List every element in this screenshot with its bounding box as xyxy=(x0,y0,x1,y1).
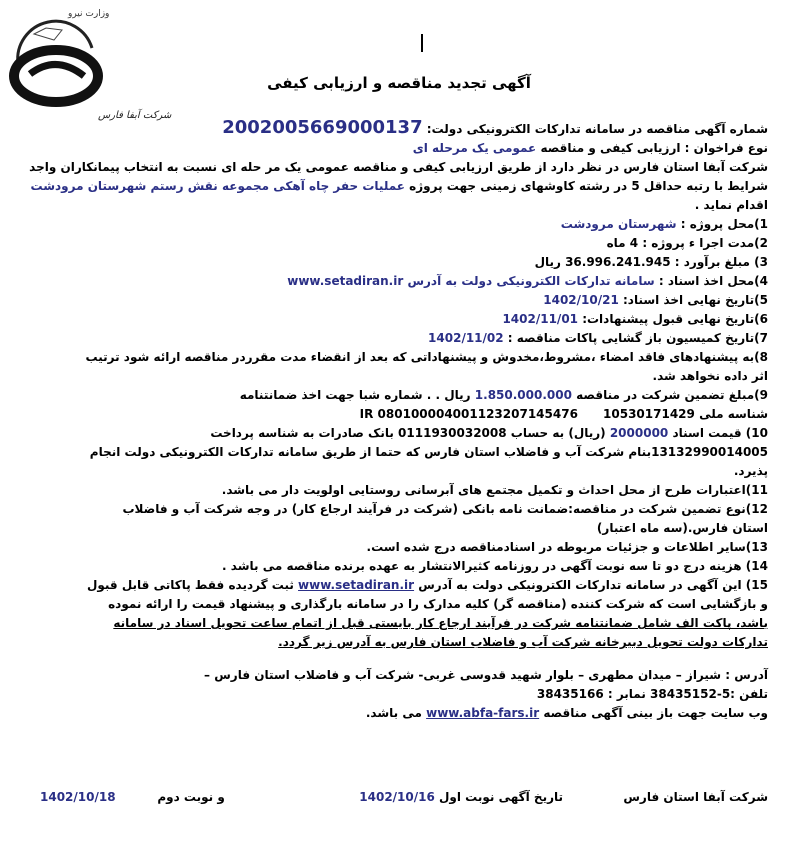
item-10-amount: 2000000 xyxy=(609,426,669,440)
second-notice-label: و نوبت دوم xyxy=(157,790,225,804)
item-15-line-3: باشد، پاکت الف شامل ضمانتنامه شرکت در فرآیند ارجاع کار بایستی قبل از اتمام ساعت تحویل اسناد در سامانه xyxy=(113,616,768,630)
item-7 xyxy=(26,329,768,348)
item-9-value: 1.850.000.000 xyxy=(474,388,572,402)
item-8-line-1: 8)به پیشنهادهای فاقد امضاء ،مشروط،مخدوش و پیشنهاداتی که بعد از انقضاء مدت مقرردر مناقصه ارائه شود ترتیب xyxy=(85,350,768,364)
item-4 xyxy=(26,272,768,291)
item-2: 2)مدت اجرا ء پروژه : 4 ماه xyxy=(606,236,768,250)
item-15-line-4: تدارکات دولت تحویل دبیرخانه شرکت آب و فاضلاب استان فارس به آدرس زیر گردد. xyxy=(278,635,768,649)
item-11: 11)اعتبارات طرح از محل احداث و تکمیل مجتمع های آبرسانی روستایی اولویت دار می باشد. xyxy=(221,483,768,497)
phone: تلفن :5-38435152 نمابر : 38435166 xyxy=(536,687,768,701)
item-9-label: 9)مبلغ تضمین شرکت در مناقصه xyxy=(576,388,768,402)
intro-line-1: شرکت آبفا استان فارس در نظر دارد از طریق ارزیابی کیفی و مناقصه عمومی یک مر حله ای نسبت به انتخاب پیمانکاران واجد xyxy=(29,160,768,174)
call-type-value: عمومی یک مرحله ای xyxy=(412,141,537,155)
call-type-label: نوع فراخوان : ارزیابی کیفی و مناقصه xyxy=(540,141,768,155)
logo-top-text: وزارت نیرو xyxy=(68,9,110,19)
item-15-line-2: و بازگشایی است که شرکت کننده (مناقصه گر) کلیه مدارک را در سامانه بارگذاری و پیشنهاد قیمت را ارائه نموده xyxy=(108,597,768,611)
page-title: آگهی تجدید مناقصه و ارزیابی کیفی xyxy=(267,74,531,92)
company-logo xyxy=(6,4,172,122)
first-notice-date: 1402/10/16 xyxy=(359,790,435,804)
item-1-label: 1)محل پروژه : xyxy=(680,217,768,231)
website-text-a: وب سایت جهت باز بینی آگهی مناقصه xyxy=(543,706,768,720)
item-10-line-2: 13132990014005بنام شرکت آب و فاضلاب استان فارس که حتما از طریق سامانه تدارکات الکترونیکی دولت انجام xyxy=(89,445,768,459)
national-id: 10530171429 xyxy=(603,407,695,421)
abfa-fars-link[interactable]: www.abfa-fars.ir xyxy=(426,706,540,720)
tender-number-label: شماره آگهی مناقصه در سامانه تدارکات الکترونیکی دولت: xyxy=(426,122,768,136)
item-12-line-1: 12)نوع تضمین شرکت در مناقصه:ضمانت نامه بانکی (شرکت در فرآیند ارجاع کار) در وجه شرکت آب و فاضلاب xyxy=(122,502,768,516)
item-1 xyxy=(26,215,768,234)
intro-line-3: اقدام نماید . xyxy=(694,198,768,212)
item-15-text-b: ثبت گردیده فقط پاکاتی قابل قبول xyxy=(86,578,294,592)
item-14: 14) هزینه درج دو تا سه نوبت آگهی در روزنامه کثیرالانتشار به عهده برنده مناقصه می باشد . xyxy=(222,559,768,573)
footer xyxy=(40,790,768,810)
item-8-line-2: اثر داده نخواهد شد. xyxy=(652,369,768,383)
item-9-rest: ریال . . شماره شبا جهت اخذ ضمانتنامه xyxy=(239,388,471,402)
notice-body xyxy=(26,118,768,723)
item-10-line-3: پذیرد. xyxy=(733,464,768,478)
tender-number-line xyxy=(26,118,768,139)
national-id-label: شناسه ملی xyxy=(699,407,768,421)
item-7-value: 1402/11/02 xyxy=(428,331,504,345)
website-line xyxy=(26,704,768,723)
website-text-b: می باشد. xyxy=(365,706,422,720)
footer-company: شرکت آبفا استان فارس xyxy=(623,790,768,804)
item-4-value: سامانه تدارکات الکترونیکی دولت به آدرس xyxy=(407,274,655,288)
item-10-line-1 xyxy=(26,424,768,443)
item-9 xyxy=(26,386,768,405)
setadiran-link-2[interactable]: www.setadiran.ir xyxy=(298,578,415,592)
item-3: 3) مبلغ برآورد : 36.996.241.945 ریال xyxy=(534,255,768,269)
footer-first-notice xyxy=(359,790,563,804)
tender-number: 2002005669000137 xyxy=(222,117,423,138)
iban: IR 080100004001123207145476 xyxy=(359,407,578,421)
second-notice-date: 1402/10/18 xyxy=(40,790,116,804)
item-10-account: (ریال) به حساب 0111930032008 بانک صادرات به شناسه پرداخت xyxy=(210,426,606,440)
item-6 xyxy=(26,310,768,329)
item-6-label: 6)تاریخ نهایی قبول پیشنهادات: xyxy=(582,312,768,326)
setadiran-link-1[interactable]: www.setadiran.ir xyxy=(287,274,404,288)
text-cursor xyxy=(421,34,423,52)
footer-second-notice xyxy=(40,790,225,804)
item-6-value: 1402/11/01 xyxy=(502,312,579,326)
item-4-label: 4)محل اخذ اسناد : xyxy=(658,274,768,288)
call-type-line xyxy=(26,139,768,158)
logo-sub-text: شرکت آبفا فارس xyxy=(98,110,172,121)
item-1-value: شهرستان مرودشت xyxy=(560,217,677,231)
item-7-label: 7)تاریخ کمیسیون باز گشایی پاکات مناقصه : xyxy=(507,331,768,345)
intro-line-2-text: شرایط با رتبه حداقل 5 در رشته کاوشهای زمینی جهت پروژه xyxy=(409,179,768,193)
item-15-line-1 xyxy=(26,576,768,595)
item-9-ids xyxy=(26,405,768,424)
item-10-label: 10) قیمت اسناد xyxy=(672,426,768,440)
item-5-value: 1402/10/21 xyxy=(543,293,619,307)
project-name: عملیات حفر چاه آهکی مجموعه نقش رستم شهرستان مرودشت xyxy=(30,179,405,193)
item-13: 13)سایر اطلاعات و جزئیات مربوطه در اسنادمناقصه درج شده است. xyxy=(366,540,768,554)
address: آدرس : شیراز – میدان مطهری – بلوار شهید قدوسی غربی- شرکت آب و فاضلاب استان فارس – xyxy=(204,668,768,682)
item-15-text-a: 15) این آگهی در سامانه تدارکات الکترونیکی دولت به آدرس xyxy=(418,578,768,592)
first-notice-label: تاریخ آگهی نوبت اول xyxy=(439,790,563,804)
intro-line-2 xyxy=(26,177,768,196)
item-5 xyxy=(26,291,768,310)
item-12-line-2: استان فارس.(سه ماه اعتبار) xyxy=(596,521,768,535)
item-5-label: 5)تاریخ نهایی اخذ اسناد: xyxy=(623,293,768,307)
